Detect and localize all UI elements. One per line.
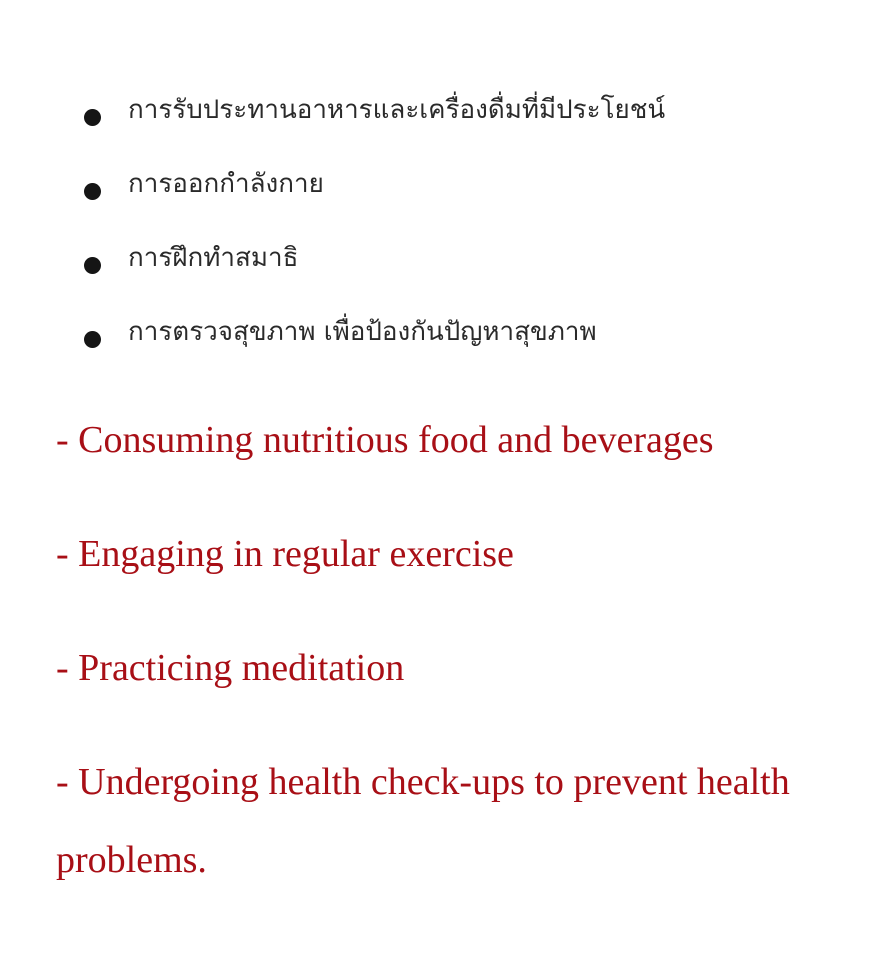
bullet-icon: [84, 109, 101, 126]
translation-item: - Undergoing health check-ups to prevent health problems.: [56, 761, 790, 881]
english-translation-list: [56, 414, 856, 899]
list-item: [84, 236, 864, 310]
thai-item-text: การรับประทานอาหารและเครื่องดื่มที่มีประโยชน์: [128, 95, 666, 125]
thai-item-text: การออกกำลังกาย: [128, 169, 324, 199]
thai-item-text: การตรวจสุขภาพ เพื่อป้องกันปัญหาสุขภาพ: [128, 317, 597, 347]
bullet-icon: [84, 331, 101, 348]
bullet-icon: [84, 183, 101, 200]
list-item: [84, 88, 864, 162]
translation-item: - Engaging in regular exercise: [56, 533, 514, 575]
thai-item-text: การฝึกทำสมาธิ: [128, 243, 299, 273]
list-item: [84, 162, 864, 236]
list-item: [84, 310, 864, 384]
bullet-icon: [84, 257, 101, 274]
translation-item: - Practicing meditation: [56, 647, 405, 689]
translation-item: - Consuming nutritious food and beverages: [56, 419, 714, 461]
thai-bullet-list: [84, 88, 864, 384]
